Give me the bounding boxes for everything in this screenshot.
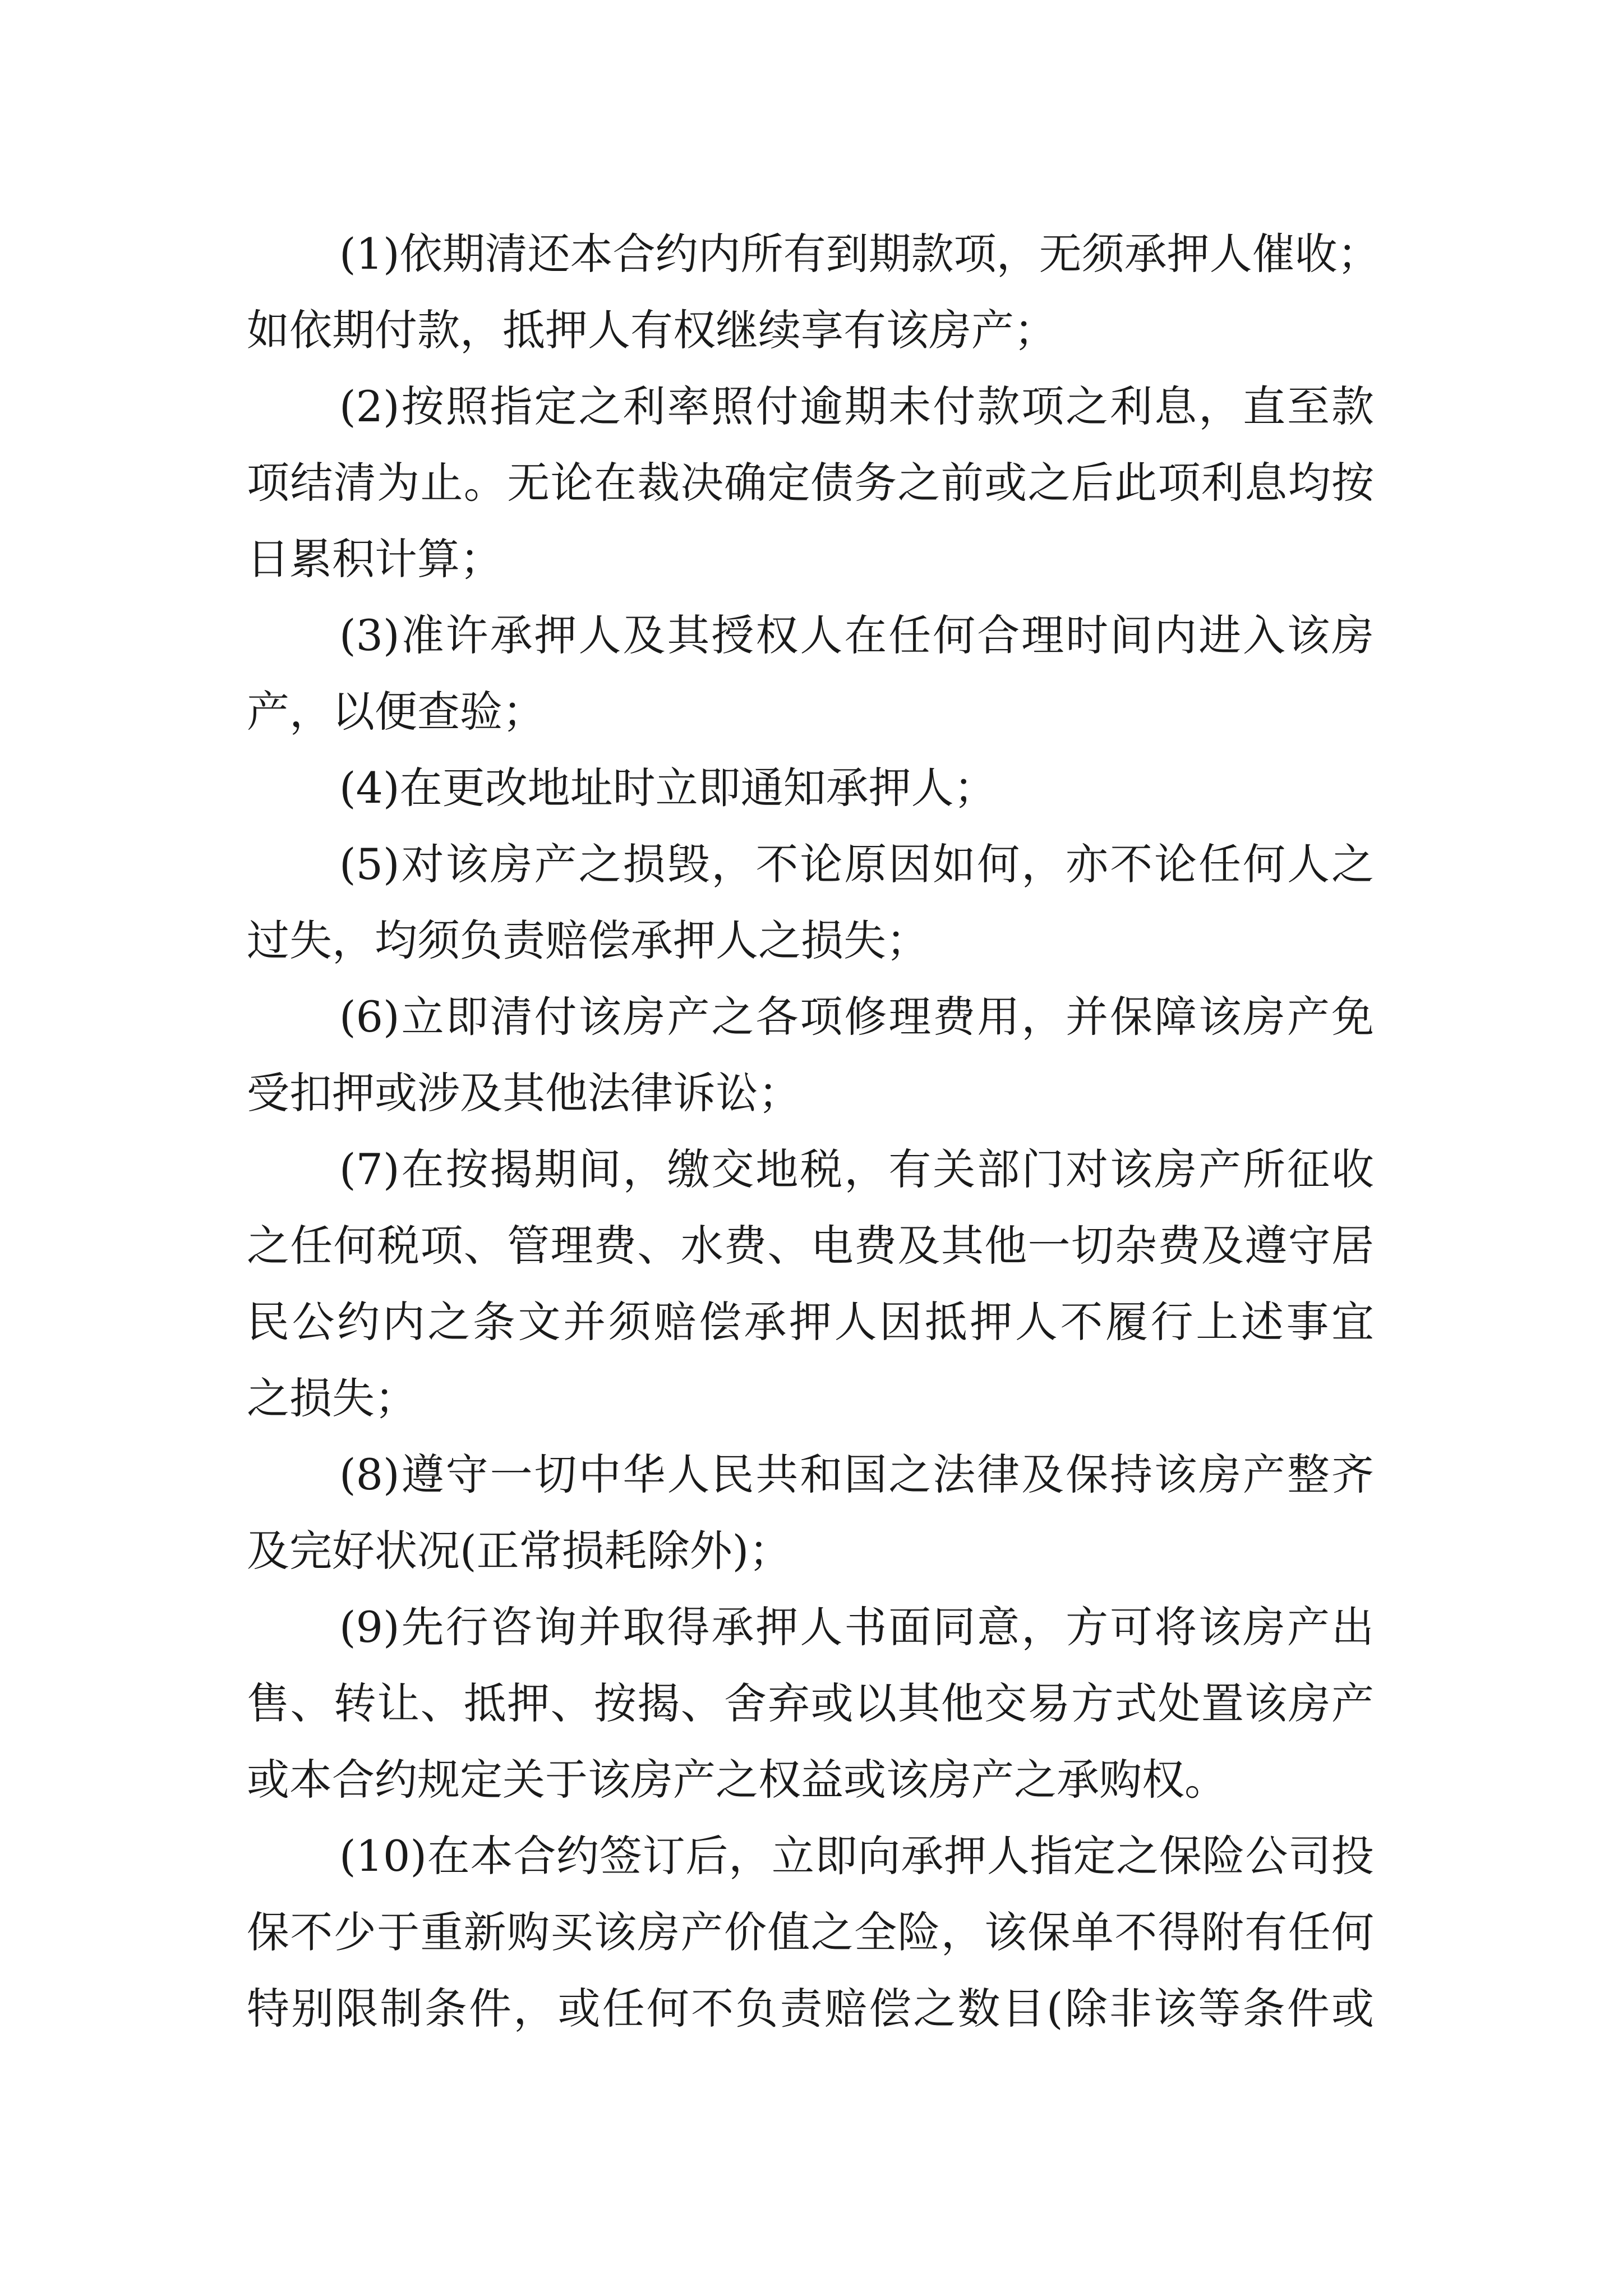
text-line: (6)立即清付该房产之各项修理费用，并保障该房产免 <box>339 992 1374 1042</box>
text-line: (5)对该房产之损毁，不论原因如何，亦不论任何人之 <box>339 839 1374 889</box>
text-line: 受扣押或涉及其他法律诉讼； <box>247 1068 801 1118</box>
text-line: 特别限制条件，或任何不负责赔偿之数目(除非该等条件或 <box>247 1984 1374 2033</box>
text-line: (2)按照指定之利率照付逾期未付款项之利息，直至款 <box>339 381 1374 431</box>
text-line: 如依期付款，抵押人有权继续享有该房产； <box>247 305 1057 355</box>
text-line: 日累积计算； <box>247 534 502 584</box>
text-line: (3)准许承押人及其授权人在任何合理时间内进入该房 <box>339 610 1374 660</box>
text-line: 过失，均须负责赔偿承押人之损失； <box>247 915 929 965</box>
text-line: 及完好状况(正常损耗除外)； <box>247 1526 792 1576</box>
text-line: (1)依期清还本合约内所有到期款项，无须承押人催收； <box>339 229 1380 279</box>
contract-text-body <box>247 216 1380 2047</box>
text-line: 或本合约规定关于该房产之权益或该房产之承购权。 <box>247 1755 1227 1805</box>
text-line: 项结清为止。无论在裁决确定债务之前或之后此项利息均按 <box>247 458 1374 508</box>
text-line: (7)在按揭期间，缴交地税，有关部门对该房产所征收 <box>339 1144 1374 1194</box>
text-line: 之任何税项、管理费、水费、电费及其他一切杂费及遵守居 <box>247 1221 1374 1271</box>
text-line: 民公约内之条文并须赔偿承押人因抵押人不履行上述事宜 <box>247 1297 1374 1347</box>
text-line: (4)在更改地址时立即通知承押人； <box>339 763 997 813</box>
text-line: 之损失； <box>247 1373 417 1423</box>
text-line: 售、转让、抵押、按揭、舍弃或以其他交易方式处置该房产 <box>247 1678 1374 1728</box>
text-line: (10)在本合约签订后，立即向承押人指定之保险公司投 <box>339 1831 1374 1881</box>
text-line: (9)先行咨询并取得承押人书面同意，方可将该房产出 <box>339 1602 1374 1652</box>
text-line: 保不少于重新购买该房产价值之全险，该保单不得附有任何 <box>247 1907 1374 1957</box>
text-line: (8)遵守一切中华人民共和国之法律及保持该房产整齐 <box>339 1450 1374 1499</box>
text-line: 产，以便查验； <box>247 687 545 737</box>
